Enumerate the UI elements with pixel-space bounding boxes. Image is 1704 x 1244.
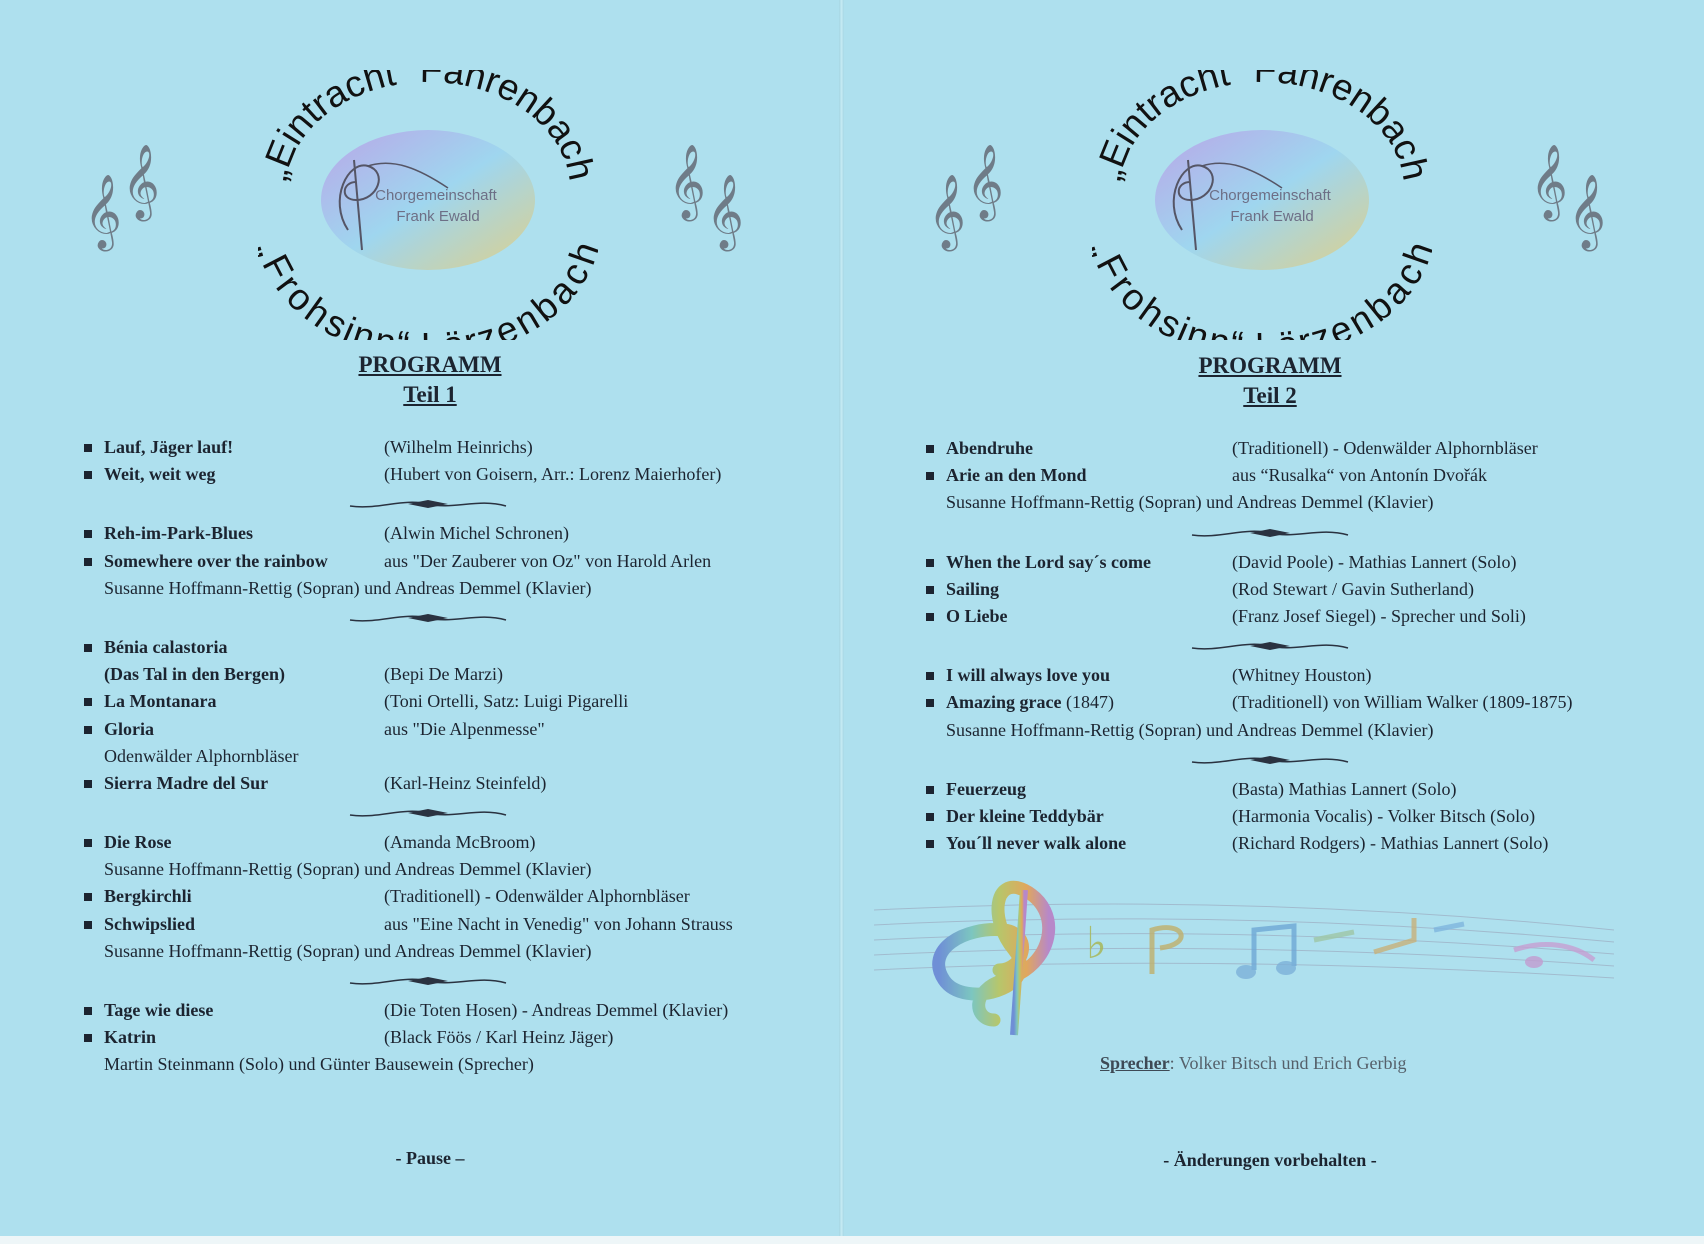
bullet-square-icon <box>84 444 92 452</box>
piece-title-text: Arie an den Mond <box>946 465 1087 486</box>
piece-title-text: Der kleine Teddybär <box>946 805 1104 826</box>
bullet-square-icon <box>926 699 934 707</box>
bullet-square-icon <box>926 613 934 621</box>
performer-note-text: Susanne Hoffmann-Rettig (Sopran) und Andreas Demmel (Klavier) <box>104 940 592 961</box>
bullet-square-icon <box>84 530 92 538</box>
piece-title <box>104 716 154 743</box>
piece-title <box>946 803 1104 830</box>
performer-note-text: Susanne Hoffmann-Rettig (Sopran) und Andreas Demmel (Klavier) <box>946 492 1434 513</box>
performer-note <box>84 743 824 770</box>
program-title: PROGRAMM <box>1198 353 1342 378</box>
program-title: PROGRAMM <box>358 352 502 377</box>
treble-clef-icon: 𝄞 <box>706 175 744 249</box>
program-item <box>84 1024 824 1051</box>
piece-title-text: When the Lord say´s come <box>946 551 1151 572</box>
piece-title-text: Sierra Madre del Sur <box>104 772 269 793</box>
piece-title-text: I will always love you <box>946 665 1111 686</box>
bullet-square-icon <box>926 672 934 680</box>
program-item <box>926 435 1666 462</box>
program-part-label: Teil 1 <box>403 382 457 407</box>
bullet-square-icon <box>84 471 92 479</box>
piece-title <box>104 461 215 488</box>
piece-title-text: Gloria <box>104 718 154 739</box>
performer-note <box>84 1051 824 1078</box>
bullet-square-icon <box>926 559 934 567</box>
program-heading <box>1120 351 1420 411</box>
bullet-square-icon <box>926 840 934 848</box>
piece-composer: (Alwin Michel Schronen) <box>384 523 569 544</box>
performer-note-text: Susanne Hoffmann-Rettig (Sopran) und Andreas Demmel (Klavier) <box>946 719 1434 740</box>
piece-title-text: Bénia calastoria <box>104 636 228 657</box>
piece-title <box>104 634 228 661</box>
piece-composer: (David Poole) - Mathias Lannert (Solo) <box>1232 551 1517 572</box>
piece-title-text: Amazing grace <box>946 692 1062 713</box>
piece-title <box>104 548 328 575</box>
piece-title-text: O Liebe <box>946 605 1008 626</box>
performer-note-text: Martin Steinmann (Solo) und Günter Bausewein (Sprecher) <box>104 1054 534 1075</box>
piece-composer: (Basta) Mathias Lannert (Solo) <box>1232 778 1457 799</box>
piece-title <box>104 997 213 1024</box>
piece-composer: aus “Rusalka“ von Antonín Dvořák <box>1232 465 1487 486</box>
bullet-square-icon <box>84 698 92 706</box>
piece-composer: (Black Föös / Karl Heinz Jäger) <box>384 1027 614 1048</box>
program-item <box>926 776 1666 803</box>
performer-note <box>926 717 1666 744</box>
program-item <box>84 997 824 1024</box>
bullet-square-icon <box>84 726 92 734</box>
logo-oval-line1: Chorgemeinschaft <box>375 187 497 204</box>
piece-title <box>946 462 1087 489</box>
piece-title <box>104 1024 156 1051</box>
piece-title <box>946 435 1033 462</box>
treble-clef-icon: 𝄞 <box>928 175 966 249</box>
treble-clef-icon: 𝄞 <box>966 145 1004 219</box>
ornament-divider-icon <box>84 797 824 829</box>
ornament-divider-icon <box>84 488 824 520</box>
page-part-2 <box>844 0 1684 1236</box>
piece-title-text: Abendruhe <box>946 438 1034 458</box>
piece-composer: (Rod Stewart / Gavin Sutherland) <box>1232 578 1474 599</box>
piece-composer: (Traditionell) von William Walker (1809-1875) <box>1232 692 1573 713</box>
bullet-square-icon <box>84 839 92 847</box>
program-list-part-2 <box>926 435 1666 857</box>
piece-title <box>946 576 999 603</box>
piece-title-text: Katrin <box>104 1027 156 1048</box>
bullet-square-icon <box>84 1007 92 1015</box>
speaker-credit <box>1100 1053 1406 1074</box>
logo-bottom-arc-text: Frohsin zenbac <box>258 247 598 340</box>
program-item <box>926 462 1666 489</box>
piece-title-text: Feuerzeug <box>946 778 1026 799</box>
piece-title <box>946 830 1126 857</box>
ornament-divider-icon <box>926 744 1666 776</box>
piece-title-text: La Montanara <box>104 691 217 712</box>
logo-top-arc-text: Eintracht“ ahrenbac <box>258 70 596 173</box>
piece-title-text: Schwipslied <box>104 913 196 934</box>
music-staff-illustration <box>874 870 1614 1040</box>
bullet-square-icon <box>84 921 92 929</box>
program-item <box>84 688 824 715</box>
piece-title-text: Tage wie diese <box>104 1000 214 1020</box>
program-item <box>84 520 824 547</box>
performer-note-text: Susanne Hoffmann-Rettig (Sopran) und Andreas Demmel (Klavier) <box>104 577 592 598</box>
piece-title-text: Lauf, Jäger lauf! <box>104 437 234 457</box>
piece-title-text: Bergkirchli <box>104 886 192 907</box>
bullet-square-icon <box>926 472 934 480</box>
program-item <box>84 716 824 743</box>
logo-oval-line2: Frank Ewald <box>396 208 480 225</box>
ornament-divider-icon <box>84 965 824 997</box>
program-item <box>926 689 1666 716</box>
program-item <box>926 603 1666 630</box>
svg-text:♭: ♭ <box>1086 918 1107 969</box>
program-item <box>84 911 824 938</box>
speaker-label: Sprecher <box>1100 1053 1170 1073</box>
scan-edge <box>0 1236 1704 1244</box>
program-item <box>84 661 824 688</box>
bullet-square-icon <box>84 780 92 788</box>
pause-note: - Pause – <box>395 1148 465 1168</box>
piece-title <box>104 520 253 547</box>
program-item <box>84 434 824 461</box>
program-item <box>84 461 824 488</box>
program-item <box>84 634 824 661</box>
logo-bottom-arc-text: Frohsin zenbac <box>1092 247 1432 340</box>
program-heading <box>280 350 580 410</box>
bullet-square-icon <box>84 558 92 566</box>
program-item <box>926 662 1666 689</box>
program-item <box>926 549 1666 576</box>
bullet-square-icon <box>926 586 934 594</box>
piece-title <box>104 911 195 938</box>
piece-title <box>104 688 217 715</box>
piece-composer: (Richard Rodgers) - Mathias Lannert (Solo) <box>1232 833 1549 854</box>
piece-composer: (Traditionell) - Odenwälder Alphornbläser <box>1232 438 1538 458</box>
program-item <box>84 883 824 910</box>
treble-clef-icon: 𝄞 <box>668 145 706 219</box>
speaker-names: : Volker Bitsch und Erich Gerbig <box>1169 1053 1407 1073</box>
piece-title-text: (Das Tal in den Bergen) <box>104 664 286 685</box>
piece-composer: (Karl-Heinz Steinfeld) <box>384 772 547 793</box>
piece-title <box>104 434 233 461</box>
logo-top-arc-text: Eintracht“ ahrenbac <box>1092 70 1430 173</box>
piece-title-text: You´ll never walk alone <box>946 833 1127 854</box>
logo-oval-line2: Frank Ewald <box>1230 208 1314 225</box>
piece-composer: (Amanda McBroom) <box>384 832 536 853</box>
piece-composer: (Traditionell) - Odenwälder Alphornbläser <box>384 886 690 907</box>
piece-title <box>104 829 171 856</box>
piece-title-text: Weit, weit weg <box>104 464 216 485</box>
piece-composer: (Wilhelm Heinrichs) <box>384 437 533 457</box>
page-part-1 <box>0 0 840 1236</box>
bullet-square-icon <box>84 1034 92 1042</box>
performer-note-text: Odenwälder Alphornbläser <box>104 745 299 766</box>
piece-title-text: Sailing <box>946 578 1000 599</box>
program-item <box>926 803 1666 830</box>
program-list-part-1 <box>84 434 824 1079</box>
piece-title <box>104 661 285 688</box>
treble-clef-icon: 𝄞 <box>84 175 122 249</box>
treble-clef-icon: 𝄞 <box>1530 145 1568 219</box>
performer-note-text: Susanne Hoffmann-Rettig (Sopran) und Andreas Demmel (Klavier) <box>104 859 592 880</box>
ornament-divider-icon <box>926 630 1666 662</box>
choir-logo <box>1092 70 1432 340</box>
performer-note <box>926 489 1666 516</box>
piece-title <box>946 549 1151 576</box>
piece-title <box>946 689 1114 716</box>
program-item <box>84 548 824 575</box>
piece-title <box>104 770 268 797</box>
piece-composer: (Bepi De Marzi) <box>384 664 503 685</box>
program-item <box>84 770 824 797</box>
bullet-square-icon <box>926 445 934 453</box>
treble-clef-icon: 𝄞 <box>1568 175 1606 249</box>
ornament-divider-icon <box>84 602 824 634</box>
logo-oval-line1: Chorgemeinschaft <box>1209 187 1331 204</box>
piece-title <box>946 662 1110 689</box>
piece-title <box>104 883 192 910</box>
piece-title-text: Reh-im-Park-Blues <box>104 523 253 544</box>
piece-title-text: Die Rose <box>104 832 172 853</box>
choir-logo <box>258 70 598 340</box>
performer-note <box>84 938 824 965</box>
piece-composer: aus "Die Alpenmesse" <box>384 718 545 739</box>
bullet-square-icon <box>926 786 934 794</box>
piece-composer: aus "Der Zauberer von Oz" von Harold Arlen <box>384 550 712 571</box>
piece-year: (1847) <box>1061 692 1114 713</box>
piece-composer: aus "Eine Nacht in Venedig" von Johann Strauss <box>384 913 733 934</box>
program-item <box>926 830 1666 857</box>
bullet-square-icon <box>84 893 92 901</box>
program-part-label: Teil 2 <box>1243 383 1297 408</box>
piece-composer: (Toni Ortelli, Satz: Luigi Pigarelli <box>384 691 629 712</box>
piece-title-text: Somewhere over the rainbow <box>104 550 328 571</box>
ornament-divider-icon <box>926 517 1666 549</box>
piece-title <box>946 603 1008 630</box>
bullet-square-icon <box>84 644 92 652</box>
performer-note <box>84 856 824 883</box>
piece-title <box>946 776 1026 803</box>
bullet-square-icon <box>926 813 934 821</box>
performer-note <box>84 575 824 602</box>
program-item <box>926 576 1666 603</box>
piece-composer: (Hubert von Goisern, Arr.: Lorenz Maierhofer) <box>384 464 722 485</box>
treble-clef-icon: 𝄞 <box>122 145 160 219</box>
program-item <box>84 829 824 856</box>
piece-composer: (Harmonia Vocalis) - Volker Bitsch (Solo) <box>1232 805 1536 826</box>
piece-composer: (Franz Josef Siegel) - Sprecher und Soli) <box>1232 605 1526 626</box>
piece-composer: (Whitney Houston) <box>1232 665 1372 686</box>
changes-reserved-note: - Änderungen vorbehalten - <box>1163 1150 1377 1170</box>
piece-composer: (Die Toten Hosen) - Andreas Demmel (Klavier) <box>384 1000 729 1020</box>
